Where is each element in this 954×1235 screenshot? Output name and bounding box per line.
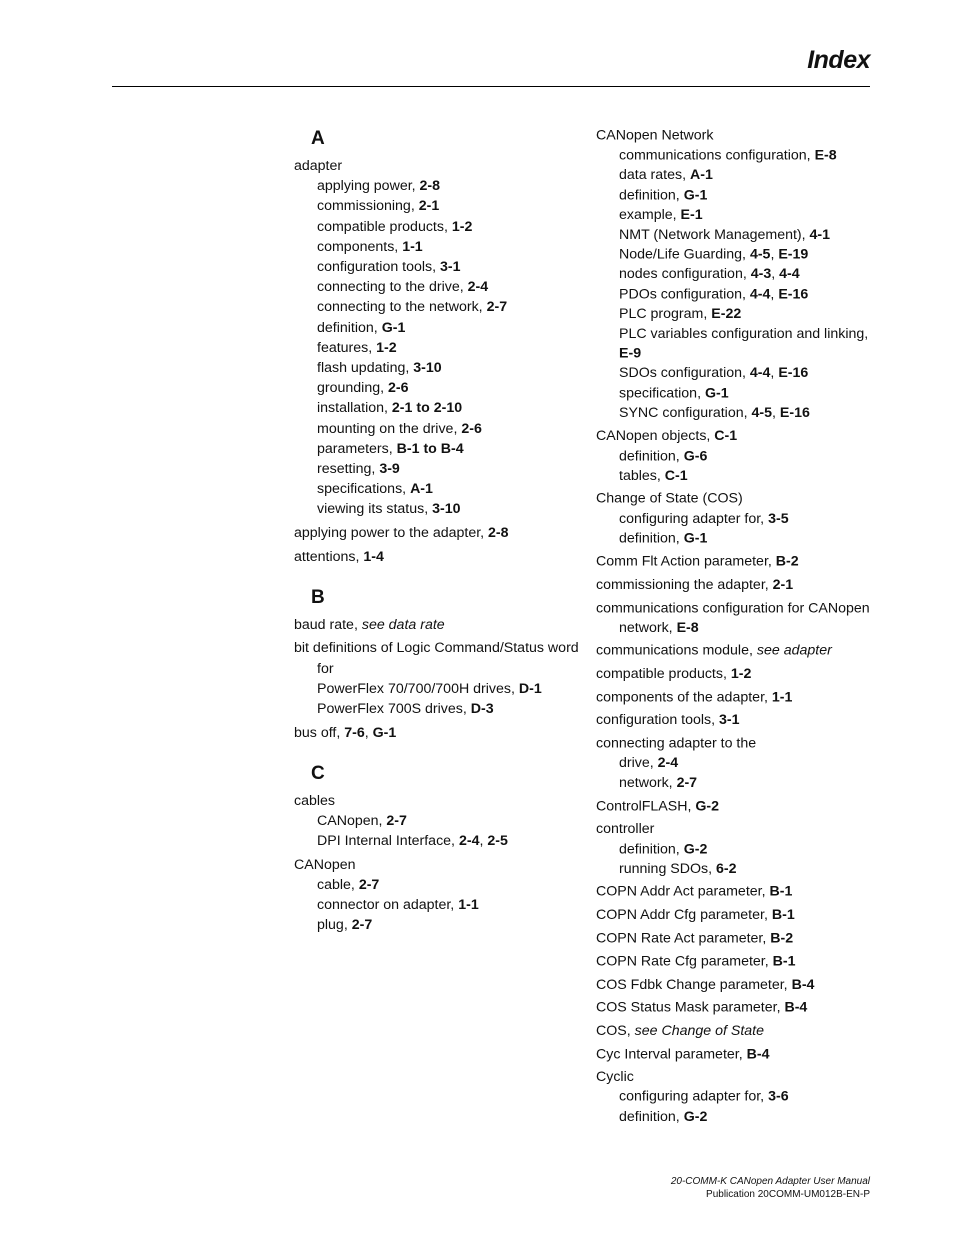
index-subentry [596,1087,886,1107]
page-reference: 2-4 [657,755,679,772]
index-entry [294,156,584,520]
page-reference: 2-1 to 2-10 [391,400,463,417]
entry-term: communications module, [596,643,757,659]
entry-term: communications configuration for CANopen network, [596,600,870,636]
page-reference: B-4 [784,999,808,1016]
entry-term: applying power, [317,178,420,195]
entry-term: bit definitions of Logic Command/Status word for [294,640,579,677]
index-entry [596,426,886,485]
index-entry-main [596,820,886,840]
page-reference: B-4 [746,1046,770,1062]
entry-term: data rates, [619,167,690,184]
index-subentry [294,378,584,398]
page-reference: C-1 [714,428,738,445]
page-reference: 1-2 [730,666,752,682]
page-reference: 2-1 [772,577,794,593]
index-entry [596,929,886,949]
entry-term: cables [294,792,336,809]
entry-term: configuration tools, [596,712,720,729]
page-reference: E-16 [779,405,810,421]
index-entry [596,882,886,902]
index-entry [596,575,886,595]
index-entry-main [596,952,886,972]
index-entry-main [596,641,886,661]
page-reference: B-1 [772,953,796,970]
index-entry-main [294,723,584,743]
index-entry-main [596,489,886,509]
index-entry [596,952,886,972]
index-subentry [596,166,886,186]
index-entry [294,638,584,719]
page-reference: 7-6 [344,724,365,741]
index-entry [596,796,886,816]
page-reference: E-22 [711,306,742,322]
index-entry-main [596,426,886,446]
index-entry-main [596,905,886,925]
entry-term: resetting, [317,461,380,478]
index-entry-main [596,796,886,816]
index-entry [596,1021,886,1041]
index-entry-main [596,711,886,731]
page-title: Index [807,46,870,74]
index-subentry [294,217,584,237]
index-entry-main [596,598,886,638]
index-subentry [596,146,886,166]
page-reference: 4-5 [751,405,772,421]
index-entry-main [596,1021,886,1041]
index-entry-main [294,855,584,875]
index-subentry [596,839,886,859]
entry-term: COS Status Mask parameter, [596,999,785,1016]
entry-term: flash updating, [317,360,414,377]
index-subentry [596,265,886,285]
footer-manual-title: 20-COMM-K CANopen Adapter User Manual [670,1176,870,1187]
index-subentry [596,245,886,265]
page-reference: A-1 [689,167,713,184]
page-reference: 2-8 [419,178,441,195]
page-reference: G-1 [683,187,708,204]
entry-term: PLC program, [619,306,712,322]
entry-term: compatible products, [596,666,731,682]
header-rule [112,86,870,87]
index-entry [596,711,886,731]
entry-term: Comm Flt Action parameter, [596,553,776,570]
entry-term: configuration tools, [317,259,441,276]
entry-term: SDOs configuration, [619,365,750,382]
entry-term: adapter [294,158,343,174]
index-entry [596,687,886,707]
page-reference: 2-7 [358,877,380,894]
index-entry [294,547,584,567]
entry-term: commissioning, [317,198,419,215]
entry-term: nodes configuration, [619,266,751,283]
page-reference: G-1 [372,724,397,741]
index-entry [596,664,886,684]
index-subentry [294,915,584,935]
index-subentry [294,277,584,297]
index-entry [596,998,886,1018]
index-entry [294,723,584,743]
index-subentry [294,237,584,257]
page-reference: 1-4 [363,548,384,565]
index-entry [596,489,886,548]
see-reference: see adapter [756,643,832,659]
entry-term: compatible products, [317,218,452,235]
page-reference: 3-5 [768,510,789,527]
entry-term: components, [317,238,403,255]
entry-term: COPN Rate Act parameter, [596,930,771,947]
index-subentry [294,811,584,831]
section-letter-c: C [311,762,325,784]
page-reference: 3-1 [440,259,461,276]
index-entry [596,641,886,661]
entry-term: CANopen, [317,813,387,830]
entry-term: configuring adapter for, [619,510,769,527]
page-reference: E-8 [814,147,837,164]
ref-separator: , [364,724,373,741]
entry-term: mounting on the drive, [317,420,462,437]
page-reference: G-2 [683,841,708,858]
page-reference: E-8 [676,619,699,636]
ref-separator: , [770,365,779,382]
entry-term: bus off, [294,724,345,741]
index-entry [596,734,886,793]
entry-term: connector on adapter, [317,897,459,914]
index-entry [596,975,886,995]
page-reference: 2-7 [351,917,373,934]
entry-term: tables, [619,468,665,484]
index-entry-main [294,638,584,678]
index-subentry [596,324,886,364]
page-reference: 2-4 [458,833,480,850]
page-reference: 2-8 [488,525,509,542]
entry-term: viewing its status, [317,501,433,518]
page-reference: 6-2 [716,861,737,877]
entry-term: example, [619,207,681,223]
see-reference: see data rate [361,616,445,633]
entry-term: COS Fdbk Change parameter, [596,976,792,993]
entry-term: connecting adapter to the [596,735,757,752]
index-entry-main [596,1067,886,1087]
entry-term: controller [596,821,655,838]
page-reference: G-6 [683,448,708,464]
entry-term: CANopen Network [596,127,714,144]
index-subentry [596,754,886,774]
index-subentry [294,176,584,196]
entry-term: commissioning the adapter, [596,577,773,593]
page-reference: G-1 [381,319,406,336]
index-column-right [596,126,886,1130]
page-reference: 1-1 [458,897,479,914]
index-entry-main [596,1044,886,1064]
index-subentry [596,1107,886,1127]
page-reference: 3-1 [719,712,740,729]
entry-term: COPN Addr Cfg parameter, [596,907,772,924]
index-subentry [294,297,584,317]
index-subentry [294,679,584,699]
index-entry-main [294,615,584,635]
entry-term: running SDOs, [619,861,716,877]
index-entry-main [596,929,886,949]
page-reference: E-16 [778,286,809,303]
entry-term: specifications, [317,481,411,498]
entry-term: SYNC configuration, [619,405,752,421]
page-reference: 1-2 [376,339,397,356]
index-subentry [294,338,584,358]
page-reference: 4-1 [809,227,831,243]
page-reference: 3-6 [768,1089,789,1105]
entry-term: grounding, [317,380,388,397]
index-entry [596,126,886,423]
see-reference: see Change of State [634,1023,764,1039]
entry-term: definition, [619,448,684,464]
page-reference: E-19 [778,246,809,263]
index-subentry [294,358,584,378]
page-reference: 1-2 [451,218,473,235]
index-entry [294,523,584,543]
index-subentry [294,419,584,439]
index-entry-main [596,998,886,1018]
section-letter-b: B [311,586,325,608]
index-subentry [294,459,584,479]
index-entry-main [294,156,584,176]
index-entry [294,791,584,852]
index-entry-main [596,575,886,595]
page-reference: 4-5 [749,246,771,263]
entry-term: configuring adapter for, [619,1089,769,1105]
index-subentry [294,479,584,499]
index-subentry [596,284,886,304]
entry-term: definition, [317,319,382,336]
entry-term: connecting to the network, [317,299,487,316]
page-reference: D-1 [518,680,542,697]
entry-term: attentions, [294,548,364,565]
page-reference: 2-6 [461,420,482,437]
ref-separator: , [770,286,779,303]
entry-term: baud rate, [294,616,362,633]
footer-publication: Publication 20COMM-UM012B-EN-P [706,1189,870,1200]
index-subentry [596,384,886,404]
index-subentry [596,364,886,384]
index-entry-main [596,687,886,707]
index-entry-main [596,882,886,902]
page-reference: 4-4 [779,266,800,283]
page-reference: B-1 [769,884,793,900]
page-reference: 3-10 [413,360,442,377]
index-subentry [596,205,886,225]
entry-term: COPN Rate Cfg parameter, [596,953,773,970]
index-entry-main [294,523,584,543]
index-subentry [596,304,886,324]
index-entry [596,1044,886,1064]
index-subentry [596,466,886,486]
entry-term: CANopen [294,856,356,873]
entry-term: NMT (Network Management), [619,227,810,243]
index-entry [596,820,886,879]
index-entry [596,1067,886,1126]
index-entry [294,615,584,635]
index-subentry [596,529,886,549]
entry-term: plug, [317,917,352,934]
ref-separator: , [771,266,780,283]
index-subentry [294,257,584,277]
index-entry [596,552,886,572]
index-subentry [596,446,886,466]
entry-term: communications configuration, [619,147,815,164]
page-reference: A-1 [410,481,433,498]
entry-term: Cyclic [596,1069,634,1086]
page-reference: 2-4 [467,279,489,296]
entry-term: CANopen objects, [596,428,715,445]
page-reference: 2-7 [386,813,407,830]
entry-term: applying power to the adapter, [294,525,489,542]
entry-term: definition, [619,841,684,858]
index-subentry [294,699,584,719]
entry-term: PowerFlex 70/700/700H drives, [317,680,519,697]
index-entry [596,905,886,925]
page-reference: 4-3 [750,266,772,283]
index-subentry [596,509,886,529]
index-column-left [294,126,584,939]
entry-term: Change of State (COS) [596,491,743,507]
page-reference: 4-4 [749,286,771,303]
page-reference: 1-1 [402,238,423,255]
index-entry [596,598,886,638]
page-reference: E-9 [619,345,642,362]
ref-separator: , [772,405,780,421]
index-subentry [294,196,584,216]
entry-term: Node/Life Guarding, [619,246,750,263]
page-reference: G-1 [683,530,708,547]
index-entry [294,855,584,936]
entry-term: installation, [317,400,392,417]
page-reference: B-4 [791,976,815,993]
index-entry-main [294,791,584,811]
page-reference: 2-7 [676,775,698,791]
entry-term: components of the adapter, [596,689,772,706]
entry-term: definition, [619,530,684,547]
index-subentry [596,773,886,793]
index-subentry [596,185,886,205]
entry-term: DPI Internal Interface, [317,833,459,850]
page-reference: 3-9 [379,461,400,478]
entry-term: specification, [619,385,705,402]
page-reference: 4-4 [749,365,771,382]
index-subentry [596,859,886,879]
page-reference: D-3 [470,701,494,718]
entry-term: network, [619,775,677,791]
page-reference: G-2 [695,798,720,815]
index-subentry [294,439,584,459]
page-reference: E-16 [778,365,809,382]
index-subentry [596,403,886,423]
footer [671,1175,870,1201]
index-subentry [294,831,584,851]
index-entry-main [596,734,886,754]
index-subentry [294,318,584,338]
index-subentry [596,225,886,245]
entry-term: ControlFLASH, [596,798,696,815]
entry-term: COPN Addr Act parameter, [596,884,770,900]
page-reference: C-1 [664,468,688,484]
entry-term: cable, [317,877,359,894]
entry-term: drive, [619,755,658,772]
page-reference: B-1 to B-4 [396,440,464,457]
page-reference: B-1 [771,907,795,924]
index-entry-main [596,126,886,146]
section-letter-a: A [311,128,325,149]
entry-term: definition, [619,187,684,204]
page-reference: E-1 [680,207,703,223]
index-entry-main [596,975,886,995]
page-reference: G-2 [683,1108,708,1125]
entry-term: features, [317,339,377,356]
entry-term: definition, [619,1108,684,1125]
entry-term: PLC variables configuration and linking, [619,326,869,342]
index-subentry [294,499,584,519]
page-reference: G-1 [704,385,729,402]
ref-separator: , [770,246,779,263]
page-reference: 1-1 [771,689,793,706]
entry-term: PDOs configuration, [619,286,750,303]
page-reference: 2-6 [388,380,409,397]
ref-separator: , [479,833,488,850]
entry-term: parameters, [317,440,397,457]
index-entry-main [294,547,584,567]
entry-term: PowerFlex 700S drives, [317,701,471,718]
page-reference: 2-5 [487,833,508,850]
index-entry-main [596,664,886,684]
index-subentry [294,875,584,895]
page-reference: B-2 [770,930,794,947]
index-subentry [294,398,584,418]
entry-term: Cyc Interval parameter, [596,1046,747,1062]
entry-term: COS, [596,1023,635,1039]
index-subentry [294,895,584,915]
page-reference: 2-7 [486,299,508,316]
page-reference: B-2 [775,553,799,570]
index-entry-main [596,552,886,572]
page-reference: 2-1 [418,198,440,215]
entry-term: connecting to the drive, [317,279,468,296]
page-reference: 3-10 [432,501,461,518]
